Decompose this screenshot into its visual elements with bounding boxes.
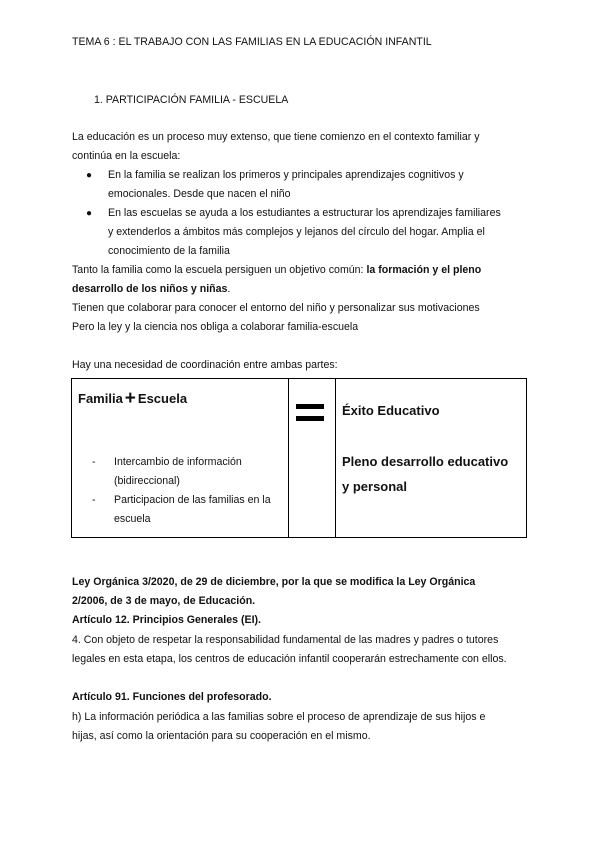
coord-intro: Hay una necesidad de coordinación entre ambas partes: [72, 359, 338, 371]
bullet-line: En las escuelas se ayuda a los estudiantes a estructurar los aprendizajes familiares [108, 207, 501, 219]
bullet-item [72, 166, 532, 204]
bullet-line: emocionales. Desde que nacen el niño [108, 188, 291, 200]
family-school-cell [72, 379, 289, 538]
intro-line-1: La educación es un proceso muy extenso, que tiene comienzo en el contexto familiar y [72, 131, 480, 143]
bullet-line: y extenderlos a ámbitos más complejos y lejanos del círculo del hogar. Amplia el [108, 226, 485, 238]
pleno-line: y personal [342, 479, 408, 494]
collab-line-2: Pero la ley y la ciencia nos obliga a colaborar familia-escuela [72, 321, 359, 333]
law-title-line-2: 2/2006, de 3 de mayo, de Educación. [72, 595, 256, 607]
article-91-title: Artículo 91. Funciones del profesorado. [72, 691, 272, 703]
goal-paragraph [72, 261, 542, 299]
list-item-line: (bidireccional) [114, 475, 180, 487]
coordination-table [71, 378, 527, 538]
bullet-list [72, 166, 532, 261]
escuela-label: Escuela [137, 391, 188, 406]
dash-marker: - [92, 494, 96, 506]
list-item-line: escuela [114, 513, 151, 525]
equals-cell [289, 379, 336, 538]
article-12-title: Artículo 12. Principios Generales (EI). [72, 614, 261, 626]
goal-bold-2: desarrollo de los niños y niñas [72, 283, 228, 295]
article-12-line-1: 4. Con objeto de respetar la responsabilidad fundamental de las madres y padres o tutores [72, 634, 499, 646]
article-91-line-2: hijas, así como la orientación para su cooperación en el mismo. [72, 730, 371, 742]
goal-text: Tanto la familia como la escuela persiguen un objetivo común: [72, 264, 364, 276]
pleno-line: Pleno desarrollo educativo [342, 454, 509, 469]
list-item-line: Intercambio de información [114, 456, 242, 468]
article-12-line-2: legales en esta etapa, los centros de educación infantil cooperarán estrechamente con ellos. [72, 653, 507, 665]
exito-educativo: Éxito Educativo [342, 403, 440, 418]
pleno-desarrollo [342, 449, 528, 499]
plus-icon: + [124, 388, 136, 409]
bullet-dot-icon: ● [86, 208, 93, 219]
goal-period: . [227, 283, 231, 295]
document-header: TEMA 6 : EL TRABAJO CON LAS FAMILIAS EN LA EDUCACIÓN INFANTIL [72, 36, 432, 48]
dash-list [92, 453, 287, 529]
law-title-line-1: Ley Orgánica 3/2020, de 29 de diciembre, por la que se modifica la Ley Orgánica [72, 576, 476, 588]
section-title: 1. PARTICIPACIÓN FAMILIA - ESCUELA [94, 94, 289, 106]
list-item-line: Participacion de las familias en la [114, 494, 271, 506]
collab-line-1: Tienen que colaborar para conocer el entorno del niño y personalizar sus motivaciones [72, 302, 480, 314]
familia-label: Familia [78, 391, 123, 406]
list-item [92, 491, 287, 529]
bullet-dot-icon: ● [86, 170, 93, 181]
list-item [92, 453, 287, 491]
bullet-line: En la familia se realizan los primeros y principales aprendizajes cognitivos y [108, 169, 464, 181]
article-91-line-1: h) La información periódica a las familias sobre el proceso de aprendizaje de sus hijos e [72, 711, 486, 723]
bullet-line: conocimiento de la familia [108, 245, 230, 257]
goal-bold-1: la formación y el pleno [366, 264, 482, 276]
dash-marker: - [92, 456, 96, 468]
bullet-item [72, 204, 532, 261]
family-plus-school [78, 387, 187, 409]
intro-line-2: continúa en la escuela: [72, 150, 181, 162]
result-cell [336, 379, 527, 538]
